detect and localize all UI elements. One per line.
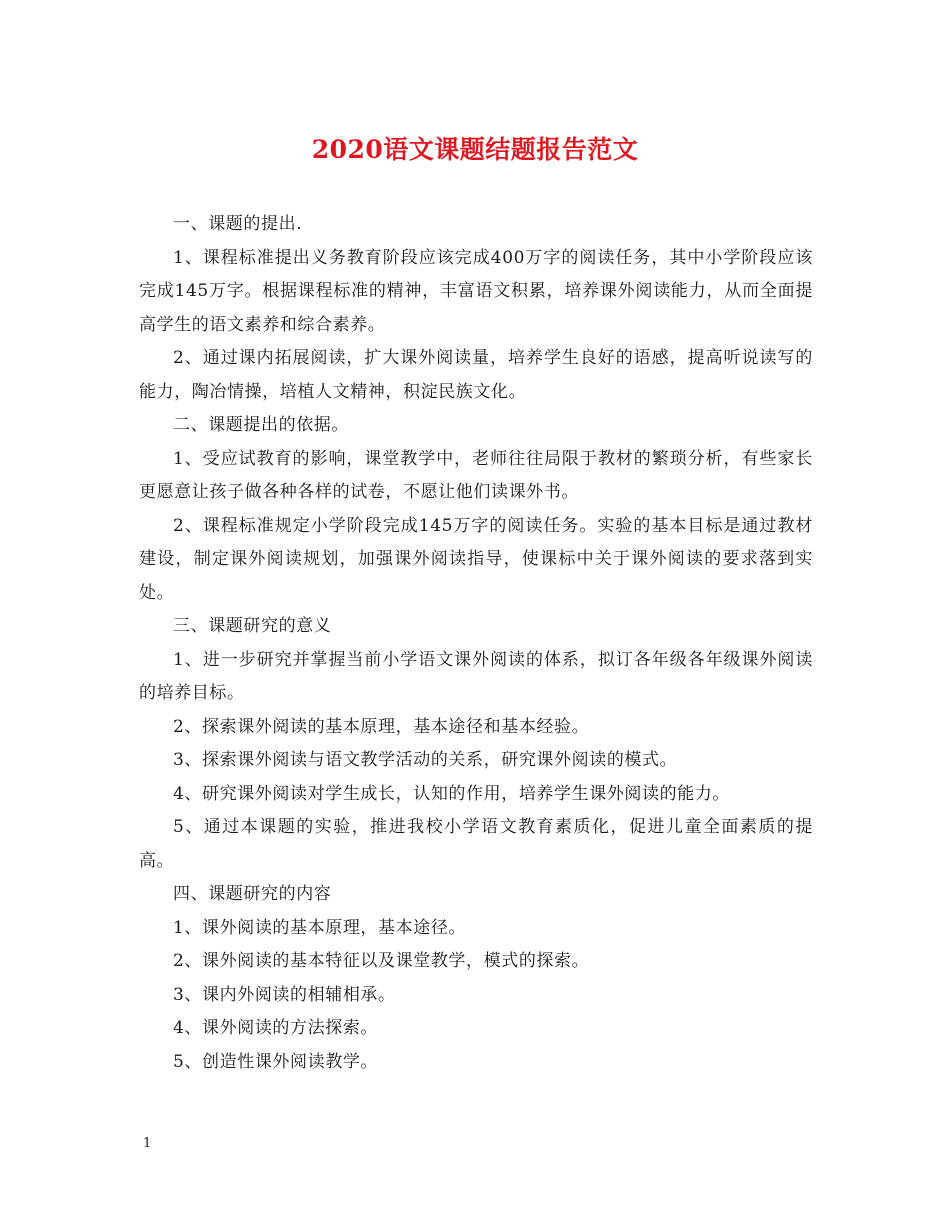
paragraph: 1、受应试教育的影响，课堂教学中，老师往往局限于教材的繁琐分析，有些家长更愿意让孩子做各种各样的试卷，不愿让他们读课外书。 (139, 448, 813, 502)
page-number: 1 (143, 1136, 152, 1151)
paragraph: 2、课程标准规定小学阶段完成145万字的阅读任务。实验的基本目标是通过教材建设，制定课外阅读规划，加强课外阅读指导，使课标中关于课外阅读的要求落到实处。 (139, 515, 813, 603)
paragraph: 4、课外阅读的方法探索。 (173, 1018, 379, 1038)
paragraph: 4、研究课外阅读对学生成长，认知的作用，培养学生课外阅读的能力。 (173, 783, 731, 804)
paragraph: 5、通过本课题的实验，推进我校小学语文教育素质化，促进儿童全面素质的提高。 (139, 817, 813, 871)
paragraph: 1、课程标准提出义务教育阶段应该完成400万字的阅读任务，其中小学阶段应该完成145万字。根据课程标准的精神，丰富语文积累，培养课外阅读能力，从而全面提高学生的语文素养和综合素养。 (139, 247, 813, 335)
section-heading: 三、课题研究的意义 (173, 616, 332, 636)
paragraph: 1、进一步研究并掌握当前小学语文课外阅读的体系，拟订各年级各年级课外阅读的培养目标。 (139, 649, 813, 703)
document-title: 2020语文课题结题报告范文 (311, 135, 639, 164)
document-body (139, 208, 813, 1079)
paragraph: 5、创造性课外阅读教学。 (173, 1051, 379, 1072)
paragraph: 2、探索课外阅读的基本原理，基本途径和基本经验。 (173, 716, 590, 737)
section-heading: 四、课题研究的内容 (173, 884, 332, 904)
section-heading: 一、课题的提出. (173, 214, 303, 234)
paragraph: 3、探索课外阅读与语文教学活动的关系，研究课外阅读的模式。 (173, 750, 678, 770)
paragraph: 2、课外阅读的基本特征以及课堂教学，模式的探索。 (173, 951, 590, 971)
section-heading: 二、课题提出的依据。 (173, 415, 349, 435)
paragraph: 2、通过课内拓展阅读，扩大课外阅读量，培养学生良好的语感，提高听说读写的能力，陶冶情操，培植人文精神，积淀民族文化。 (139, 348, 813, 402)
paragraph: 1、课外阅读的基本原理，基本途径。 (173, 917, 467, 938)
paragraph: 3、课内外阅读的相辅相承。 (173, 984, 396, 1005)
